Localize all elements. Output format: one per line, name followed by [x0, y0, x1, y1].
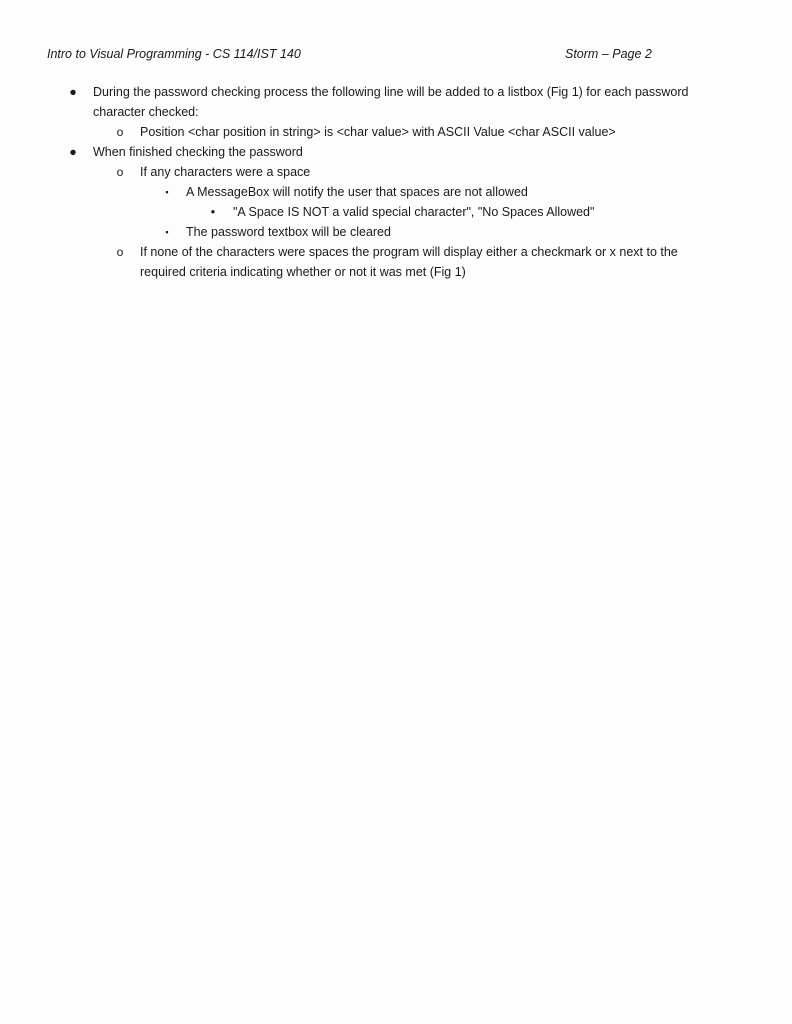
page-header: [47, 47, 657, 65]
circle-bullet-icon: o: [116, 165, 124, 179]
list-item: [0, 122, 792, 142]
circle-bullet-icon: o: [116, 245, 124, 259]
list-item: [0, 142, 792, 162]
list-item-text: required criteria indicating whether or not it was met (Fig 1): [140, 265, 466, 279]
list-item: [0, 162, 792, 182]
bullet-list: [0, 82, 792, 282]
list-item-text: character checked:: [93, 105, 199, 119]
list-item-continuation: [0, 262, 792, 282]
bullet-icon: ●: [69, 145, 77, 159]
dot-bullet-icon: •: [210, 205, 216, 219]
list-item-text: If none of the characters were spaces the program will display either a checkmark or x next to the: [140, 245, 678, 259]
circle-bullet-icon: o: [116, 125, 124, 139]
list-item: [0, 182, 792, 202]
list-item-text: The password textbox will be cleared: [186, 225, 391, 239]
list-item: [0, 242, 792, 262]
list-item-text: When finished checking the password: [93, 145, 303, 159]
list-item-text: "A Space IS NOT a valid special character", "No Spaces Allowed": [233, 205, 595, 219]
square-bullet-icon: ▪: [165, 227, 169, 237]
bullet-icon: ●: [69, 85, 77, 99]
list-item: [0, 82, 792, 102]
list-item-text: During the password checking process the following line will be added to a listbox (Fig 1) for each password: [93, 85, 689, 99]
list-item: [0, 202, 792, 222]
list-item-text: A MessageBox will notify the user that spaces are not allowed: [186, 185, 528, 199]
square-bullet-icon: ▪: [165, 187, 169, 197]
list-item-text: Position <char position in string> is <char value> with ASCII Value <char ASCII value>: [140, 125, 616, 139]
list-item-continuation: [0, 102, 792, 122]
header-page-number: Storm – Page 2: [565, 47, 652, 61]
header-course-title: Intro to Visual Programming - CS 114/IST 140: [47, 47, 301, 61]
list-item: [0, 222, 792, 242]
list-item-text: If any characters were a space: [140, 165, 311, 179]
